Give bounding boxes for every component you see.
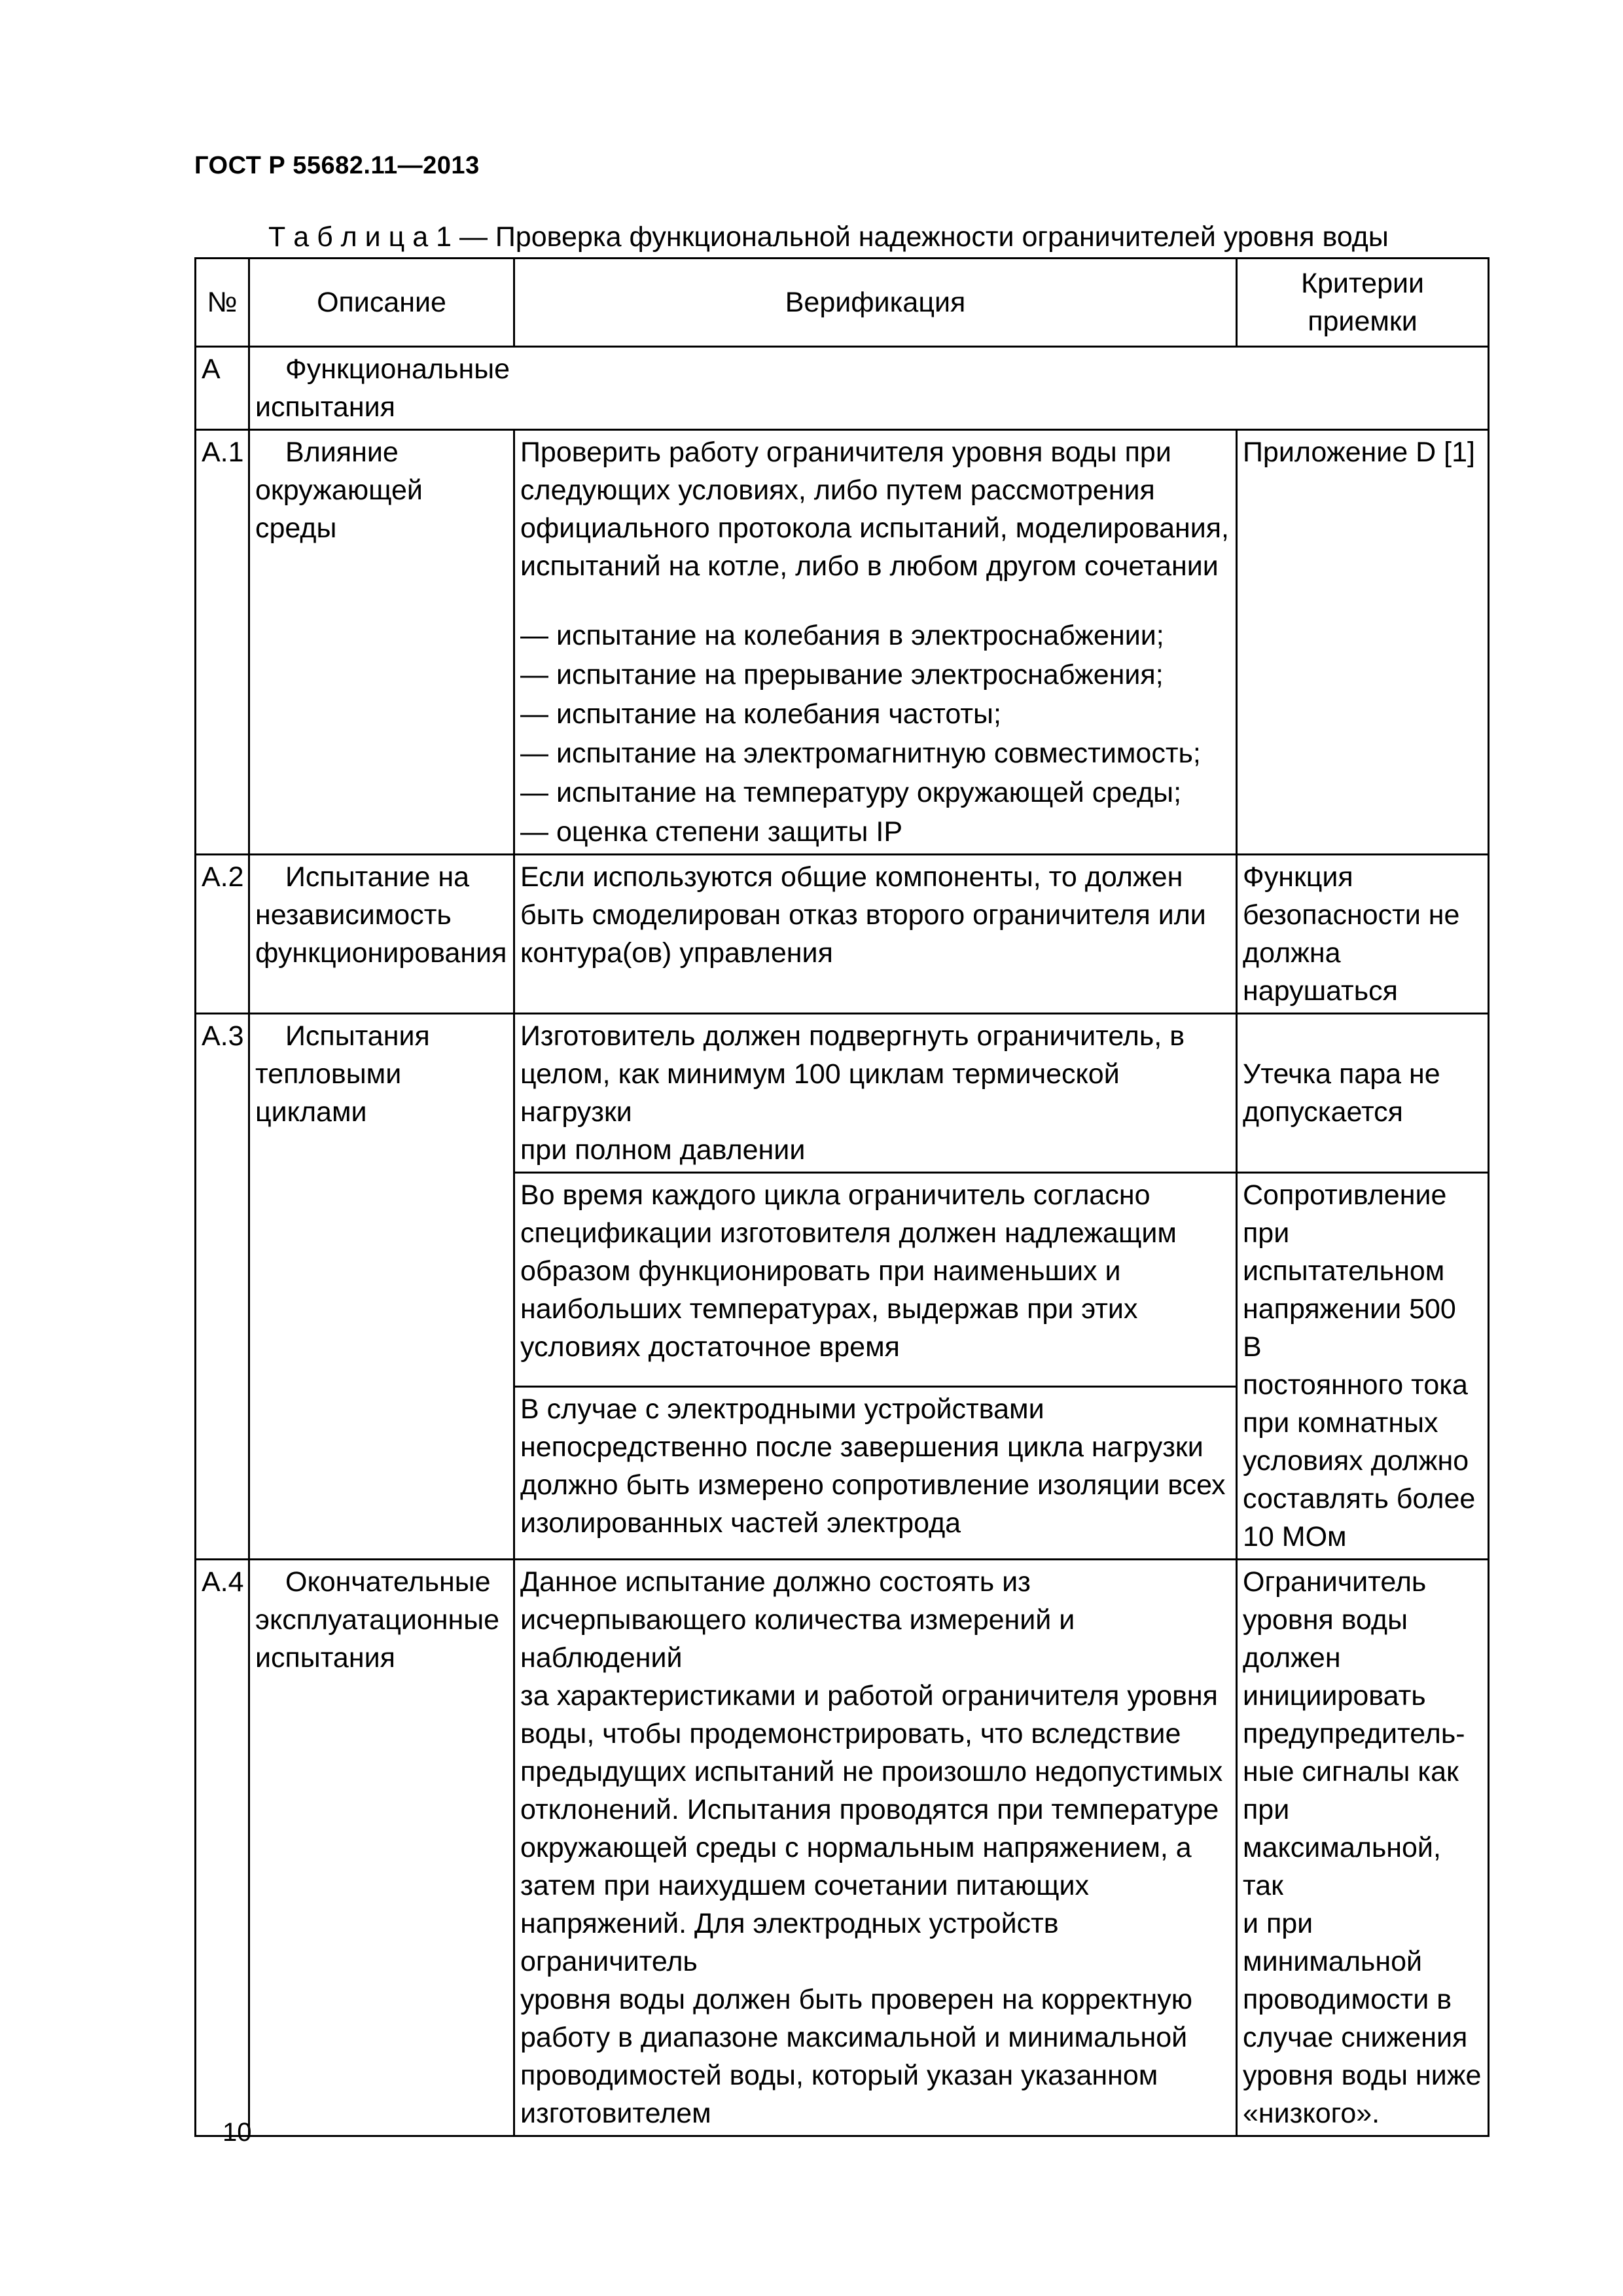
col-header-verification: Верификация <box>514 259 1237 347</box>
list-item: — испытание на колебания частоты; <box>520 698 1001 730</box>
row-verification: Во время каждого цикла ограничитель согласно спецификации изготовителя должен надлежащим образом функционировать при наименьших и наибольших температурах, выдержав при этих условиях достаточное время <box>514 1173 1237 1387</box>
row-description: Испытания тепловыми циклами <box>249 1014 514 1560</box>
table-row-a4 <box>196 1560 1489 2136</box>
row-number: А.3 <box>196 1014 249 1560</box>
row-description: Окончательные эксплуатационные испытания <box>249 1560 514 2136</box>
page-number: 10 <box>223 2118 252 2147</box>
row-number: А.2 <box>196 855 249 1014</box>
table-row-section-a <box>196 347 1489 430</box>
list-item: — испытание на колебания в электроснабжении; <box>520 620 1164 651</box>
row-verification: Проверить работу ограничителя уровня воды при следующих условиях, либо путем рассмотрения официального протокола испытаний, моделирования, испытаний на котле, либо в любом другом сочетании — испытание на колебания в электроснабжении; — испытание на прерывание электроснабжения; — испытание на колебания частоты; — испытание на электромагнитную совместимость; — испытание на температуру окружающей среды; — оценка степени защиты IP <box>514 430 1237 855</box>
verification-table <box>194 257 1489 2137</box>
table-caption: Т а б л и ц а 1 — Проверка функциональной надежности ограничителей уровня воды <box>268 221 1389 253</box>
list-item: — испытание на электромагнитную совместимость; <box>520 738 1201 769</box>
list-item: — испытание на температуру окружающей среды; <box>520 777 1182 808</box>
table-row-a2 <box>196 855 1489 1014</box>
table-header-row <box>196 259 1489 347</box>
table-row-a1 <box>196 430 1489 855</box>
col-header-number: № <box>196 259 249 347</box>
table-row-a3 <box>196 1014 1489 1173</box>
row-criteria: Ограничитель уровня воды должен инициировать предупредитель- ные сигналы как при максимальной, так и при минимальной проводимости в случае снижения уровня воды ниже «низкого». <box>1237 1560 1489 2136</box>
row-verification: Изготовитель должен подвергнуть ограничитель, в целом, как минимум 100 циклам термической нагрузки при полном давлении <box>514 1014 1237 1173</box>
row-criteria: Утечка пара не допускается <box>1237 1014 1489 1173</box>
row-verification: Данное испытание должно состоять из исчерпывающего количества измерений и наблюдений за характеристиками и работой ограничителя уровня воды, чтобы продемонстрировать, что вследствие предыдущих испытаний не произошло недопустимых отклонений. Испытания проводятся при температуре окружающей среды с нормальным напряжением, а затем при наихудшем сочетании питающих напряжений. Для электродных устройств ограничитель уровня воды должен быть проверен на корректную работу в диапазоне максимальной и минимальной проводимостей воды, который указан указанном изготовителем <box>514 1560 1237 2136</box>
list-item: — оценка степени защиты IP <box>520 816 903 848</box>
col-header-criteria: Критерии приемки <box>1237 259 1489 347</box>
row-criteria: Сопротивление при испытательном напряжении 500 В постоянного тока при комнатных условиях должно составлять более 10 МОм <box>1237 1173 1489 1560</box>
list-item: — испытание на прерывание электроснабжения; <box>520 659 1164 691</box>
row-description: Влияние окружающей среды <box>249 430 514 855</box>
row-criteria: Функция безопасности не должна нарушаться <box>1237 855 1489 1014</box>
col-header-description: Описание <box>249 259 514 347</box>
row-number: А.1 <box>196 430 249 855</box>
test-list <box>520 617 1230 851</box>
document-id: ГОСТ Р 55682.11—2013 <box>194 152 480 179</box>
section-title: Функциональные испытания <box>249 347 1489 430</box>
row-number: А.4 <box>196 1560 249 2136</box>
row-verification: В случае с электродными устройствами непосредственно после завершения цикла нагрузки должно быть измерено сопротивление изоляции всех изолированных частей электрода <box>514 1387 1237 1560</box>
row-description: Испытание на независимость функционирования <box>249 855 514 1014</box>
row-verification: Если используются общие компоненты, то должен быть смоделирован отказ второго ограничителя или контура(ов) управления <box>514 855 1237 1014</box>
row-criteria: Приложение D [1] <box>1237 430 1489 855</box>
row-number: А <box>196 347 249 430</box>
